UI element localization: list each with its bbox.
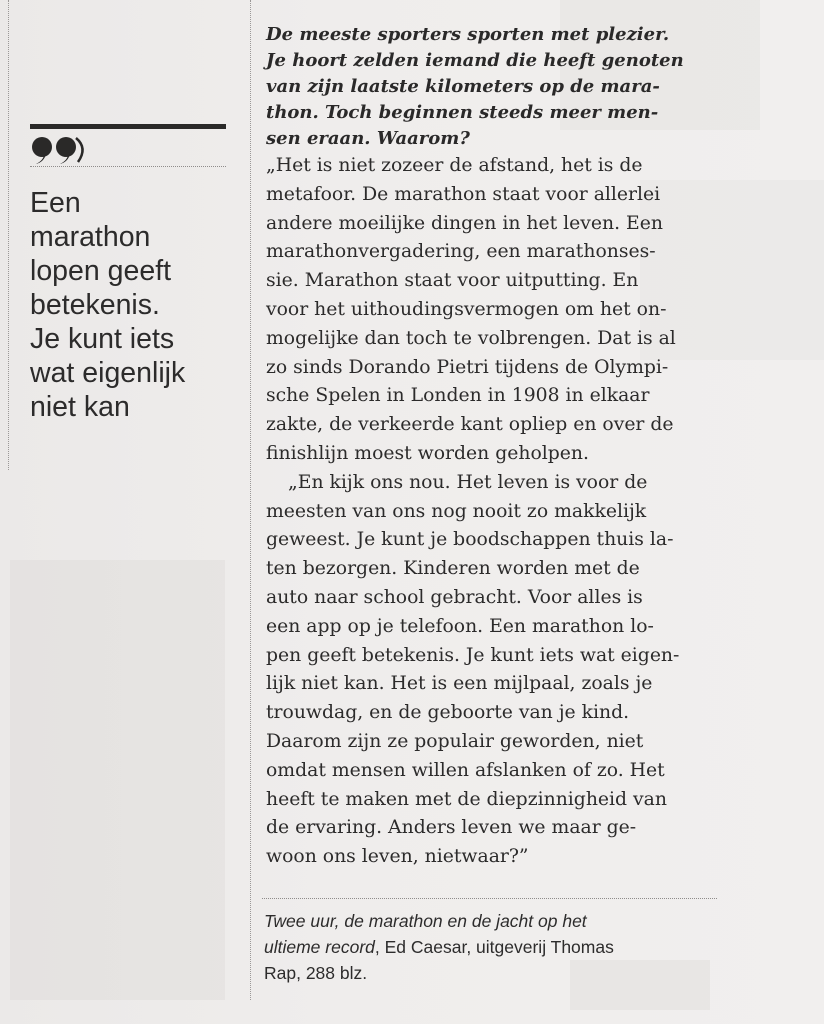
book-title-part: Twee uur, de marathon en de jacht op het — [264, 911, 587, 931]
body-line: trouwdag, en de geboorte van je kind. — [266, 702, 630, 724]
pull-quote-dotted-rule — [30, 166, 226, 167]
question-line: Je hoort zelden iemand die heeft genoten — [266, 50, 684, 71]
body-line: Daarom zijn ze populair geworden, niet — [266, 730, 644, 752]
body-line: een app op je telefoon. Een marathon lo- — [266, 615, 654, 637]
body-line: andere moeilijke dingen in het leven. Een — [266, 212, 663, 234]
pull-quote-line: marathon — [30, 221, 151, 253]
body-line: lijk niet kan. Het is een mijlpaal, zoals je — [266, 673, 653, 695]
body-line: mogelijke dan toch te volbrengen. Dat is al — [266, 327, 676, 349]
body-line: meesten van ons nog nooit zo makkelijk — [266, 500, 647, 522]
question-line: van zijn laatste kilometers op de mara- — [266, 76, 660, 97]
credit-dotted-rule — [262, 898, 717, 899]
interview-question — [266, 22, 726, 152]
answer-paragraph-1 — [266, 152, 726, 469]
pull-quote-line: lopen geeft — [30, 255, 172, 287]
body-line: finishlijn moest worden geholpen. — [266, 442, 589, 464]
body-line: „En kijk ons nou. Het leven is voor de — [288, 471, 648, 493]
pull-quote-line: wat eigenlijk — [30, 357, 186, 389]
body-line: sche Spelen in Londen in 1908 in elkaar — [266, 385, 650, 407]
body-line: „Het is niet zozeer de afstand, het is de — [266, 155, 643, 176]
body-line: heeft te maken met de diepzinnigheid van — [266, 788, 667, 810]
body-line: sie. Marathon staat voor uitputting. En — [266, 270, 639, 292]
book-title-part: ultieme record — [264, 937, 375, 957]
body-line: zo sinds Dorando Pietri tijdens de Olympi- — [266, 356, 669, 378]
body-line: metafoor. De marathon staat voor allerlei — [266, 183, 661, 205]
book-details: Rap, 288 blz. — [264, 963, 368, 983]
book-author-publisher: , Ed Caesar, uitgeverij Thomas — [374, 937, 614, 957]
body-line: pen geeft betekenis. Je kunt iets wat eigen- — [266, 644, 680, 666]
body-line: geweest. Je kunt je boodschappen thuis la- — [266, 529, 674, 551]
question-line: De meeste sporters sporten met plezier. — [266, 24, 670, 45]
body-line: de ervaring. Anders leven we maar ge- — [266, 817, 637, 839]
article-column — [266, 22, 726, 872]
pull-quote-line: betekenis. — [30, 289, 160, 321]
answer-paragraph-2 — [266, 469, 726, 872]
question-line: sen eraan. Waarom? — [266, 128, 470, 149]
body-line: omdat mensen willen afslanken of zo. Het — [266, 759, 665, 781]
body-line: ten bezorgen. Kinderen worden met de — [266, 558, 640, 580]
bleed-through-shade — [10, 560, 225, 1000]
quote-mark-icon — [30, 132, 100, 166]
body-line: zakte, de verkeerde kant opliep en over de — [266, 414, 674, 436]
question-line: thon. Toch beginnen steeds meer men- — [266, 102, 659, 123]
pull-quote-line: Een — [30, 187, 81, 219]
column-dotted-rule — [250, 0, 251, 1000]
pull-quote-line: Je kunt iets — [30, 323, 175, 355]
body-line: auto naar school gebracht. Voor alles is — [266, 586, 643, 608]
pull-quote-bar — [30, 124, 226, 129]
book-credit — [264, 908, 724, 986]
body-line: marathonvergadering, een marathonses- — [266, 241, 656, 263]
pull-quote-line: niet kan — [30, 391, 130, 423]
body-line: woon ons leven, nietwaar?” — [266, 846, 529, 868]
body-line: voor het uithoudingsvermogen om het on- — [266, 298, 667, 320]
left-dotted-rule — [8, 0, 9, 470]
pull-quote — [30, 186, 240, 424]
